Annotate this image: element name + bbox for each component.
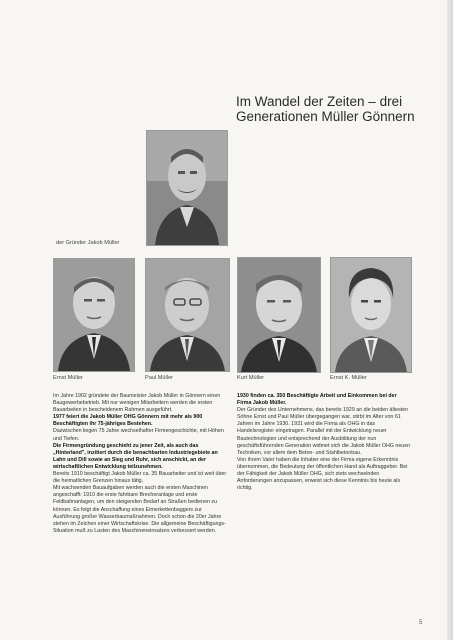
portrait-caption: Paul Müller: [145, 375, 173, 381]
paragraph: 1930 finden ca. 350 Beschäftigte Arbeit und Einkommen bei der Firma Jakob Müller.: [237, 393, 397, 407]
paragraph: Im Jahre 1902 gründete der Baumeister Jakob Müller in Gönnern einen Baugewerbebetrieb. Mit nur wenigen Mitarbeitern werden die ersten Bauarbeiten in bescheidenem Rahmen ausgeführt.: [53, 393, 221, 414]
page-title: [236, 94, 446, 124]
page-edge: [447, 0, 453, 640]
paragraph: 1977 feiert die Jakob Müller OHG Gönnern mit mehr als 900 Beschäftigten ihr 75-jähriges Bestehen.: [53, 414, 203, 428]
title-line-2: Generationen Müller Gönnern: [236, 109, 415, 124]
portrait-ernst-k-mueller: [330, 257, 412, 373]
title-line-1: Im Wandel der Zeiten – drei: [236, 94, 403, 109]
founder-portrait: [146, 130, 228, 246]
portrait-paul-mueller: [145, 258, 230, 372]
paragraph: Von ihrem Vater haben die Inhaber eine der Firma eigene Erkenntnis übernommen, die Bedeutung der öffentlichen Hand als Auftraggeber. Bei der Fähigkeit der Jakob Müller OHG, sich stets wechselnden Anforderungen anzupassen, erweist sich diese Kenntnis bis heute als richtig.: [237, 456, 408, 492]
portrait-ernst-mueller: [53, 258, 135, 372]
paragraph: Bereits 1910 beschäftigt Jakob Müller ca. 35 Bauarbeiter und ist weit über die heimatlichen Grenzen hinaus tätig.: [53, 471, 227, 485]
text-column-right: [237, 393, 412, 492]
paragraph: Mit wachsenden Bauaufgaben werden auch die ersten Maschinen angeschafft: 1910 die erste fahrbare Brecheranlage und erste Feldbahnanlagen, um den steigenden Bedarf an Straßen bedienen zu können. Es folgt die Anschaffung eines Eimerkettenbaggers zur Ausführung großer Wasserbaumaßnahmen. Doch schon die 20er Jahre stehen im Zeichen einer Wirtschaftskrise. Die allgemeine Beschäftigungs-Situation muß zu Lasten des Maschineneinsatzes verbessert werden.: [53, 485, 226, 534]
paragraph: Dazwischen liegen 75 Jahre wechselhafter Firmengeschichte, mit Höhen und Tiefen.: [53, 428, 224, 442]
founder-caption: der Gründer Jakob Müller: [56, 240, 120, 246]
paragraph: Die Firmengründung geschieht zu jener Zeit, als auch das „Hinterland", inzitiert durch die benachbarten Industriegebiete an Lahn und Dill sowie an Sieg und Ruhr, sich anschickt, an der wirtschaftlichen Entwicklung teilzunehmen.: [53, 442, 218, 470]
paragraph: Der Gründer des Unternehmens, das bereits 1929 an die beiden ältesten Söhne Ernst und Paul Müller übergegangen war, stirbt im Alter von 61 Jahren im Jahre 1930. 1931 wird die Firma als OHG in das Handelsregister eingetragen. Parallel mit der Entwicklung neuer Bautechnologien und entsprechend der Ausbildung der nun geschäftsführenden Generation widmet sich die Jakob Müller OHG neuen Techniken, vor allem dem Beton- und Stahlbetonbau.: [237, 407, 411, 456]
portrait-kurt-mueller: [237, 257, 321, 373]
portrait-caption: Kurt Müller: [237, 375, 265, 381]
portrait-caption: Ernst K. Müller: [330, 375, 367, 381]
portrait-caption: Ernst Müller: [53, 375, 83, 381]
text-column-left: [53, 393, 228, 535]
page-number: 5: [419, 620, 423, 626]
